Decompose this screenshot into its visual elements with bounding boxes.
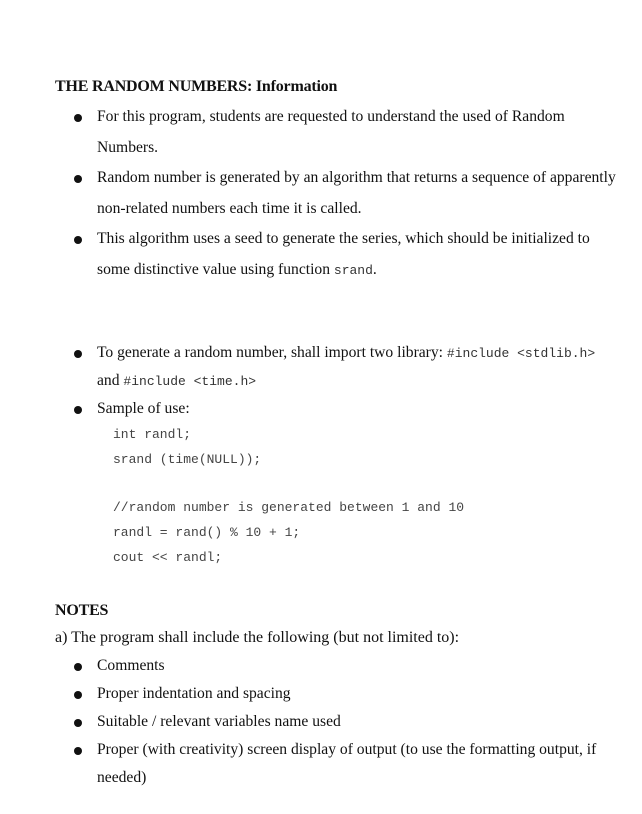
code-line-declaration: int randl; xyxy=(113,427,192,442)
notes-item-indentation: Proper indentation and spacing xyxy=(97,685,291,702)
bullet-1-line-1: For this program, students are requested to understand the used of Random xyxy=(97,108,565,125)
bullet-dot xyxy=(74,747,82,755)
notes-item-display-line-2: needed) xyxy=(97,769,147,786)
bullet-dot xyxy=(74,406,82,414)
bullet-2-line-1: Random number is generated by an algorithm that returns a sequence of apparently xyxy=(97,169,616,186)
srand-code: srand xyxy=(333,263,373,278)
notes-intro: a) The program shall include the following (but not limited to): xyxy=(55,629,460,646)
generate-line-1 xyxy=(97,344,595,362)
code-line-comment: //random number is generated between 1 and 10 xyxy=(113,500,465,515)
code-line-assignment: randl = rand() % 10 + 1; xyxy=(113,525,301,540)
bullet-1-line-2: Numbers. xyxy=(97,139,159,156)
bullet-3-text: some distinctive value using function xyxy=(97,261,334,278)
notes-item-comments: Comments xyxy=(97,657,165,674)
generate-and-text: and xyxy=(97,372,124,389)
bullet-3-line-1: This algorithm uses a seed to generate the series, which should be initialized to xyxy=(97,230,590,247)
bullet-dot xyxy=(74,719,82,727)
section-heading-random-numbers: THE RANDOM NUMBERS: Information xyxy=(55,78,338,95)
bullet-dot xyxy=(74,236,82,244)
notes-heading: NOTES xyxy=(55,602,109,619)
code-line-output: cout << randl; xyxy=(113,550,223,565)
generate-line-2 xyxy=(97,372,256,390)
bullet-3-line-2 xyxy=(97,261,377,279)
bullet-dot xyxy=(74,663,82,671)
include-time-code: #include <time.h> xyxy=(123,374,257,389)
bullet-dot xyxy=(74,691,82,699)
notes-item-variables: Suitable / relevant variables name used xyxy=(97,713,341,730)
include-stdlib-code: #include <stdlib.h> xyxy=(446,346,596,361)
bullet-2-line-2: non-related numbers each time it is called. xyxy=(97,200,362,217)
bullet-dot xyxy=(74,175,82,183)
notes-item-display-line-1: Proper (with creativity) screen display of output (to use the formatting output, if xyxy=(97,741,597,758)
sample-label: Sample of use: xyxy=(97,400,190,417)
bullet-dot xyxy=(74,350,82,358)
generate-text: To generate a random number, shall import two library: xyxy=(97,344,447,361)
bullet-3-end: . xyxy=(372,261,377,278)
bullet-dot xyxy=(74,114,82,122)
code-line-srand: srand (time(NULL)); xyxy=(113,452,262,467)
